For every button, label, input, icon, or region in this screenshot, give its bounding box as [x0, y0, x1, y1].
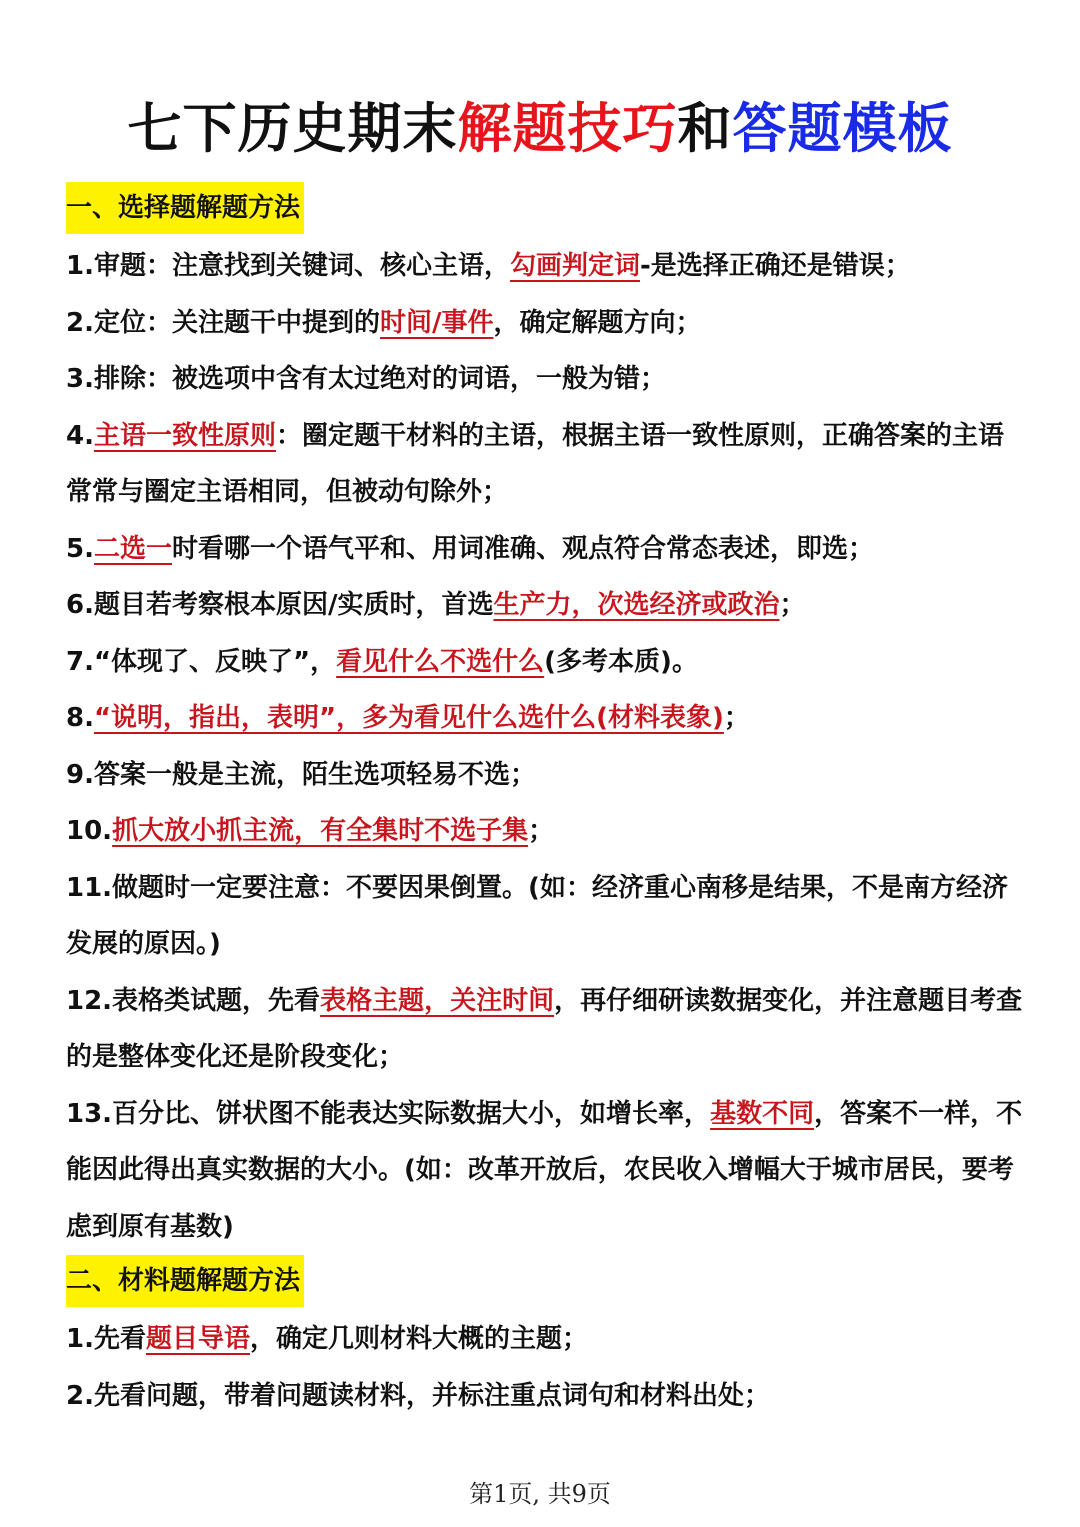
tip-item	[66, 860, 1026, 973]
tip-item	[66, 747, 1026, 804]
tip-text: 2.定位：关注题干中提到的	[66, 307, 380, 338]
tip-item	[66, 634, 1026, 691]
tip-item	[66, 973, 1026, 1086]
tip-text-tail: -是选择正确还是错误；	[639, 251, 911, 281]
tip-text: 9.答案一般是主流，陌生选项轻易不选；	[66, 759, 536, 790]
title-part-black: 七下历史期末	[127, 97, 458, 160]
section-heading-material-questions: 二、材料题解题方法	[66, 1255, 304, 1307]
tip-text: 11.做题时一定要注意：不要因果倒置。(如：经济重心南移是结果，不是南方经济发展的原因。)	[66, 872, 1008, 959]
tip-text: 4.	[66, 420, 94, 451]
tip-text: 10.	[66, 816, 113, 846]
title-part-blue: 答题模板	[732, 97, 953, 160]
tip-item	[66, 690, 1026, 747]
tip-text-tail: ：圈定题干材料的主语，根据主语一致性原则，正确答案的主语常常与圈定主语相同，但被动句除外；	[66, 420, 1004, 507]
tip-item	[66, 577, 1026, 634]
tip-highlight: 看见什么不选什么	[336, 646, 545, 677]
tip-highlight: “说明，指出，表明”，多为看见什么选什么(材料表象)	[93, 703, 724, 733]
tip-highlight: 题目导语	[145, 1324, 250, 1354]
tip-highlight: 时间/事件	[379, 307, 494, 338]
tip-text: 12.表格类试题，先看	[66, 985, 321, 1016]
tip-text: 13.百分比、饼状图不能表达实际数据大小，如增长率，	[66, 1098, 711, 1129]
tip-text: 1.先看	[66, 1324, 146, 1354]
tip-text-tail: (多考本质)。	[544, 646, 698, 677]
tip-highlight: 二选一	[93, 533, 172, 564]
tip-text-tail: ，答案不一样，不能因此得出真实数据的大小。(如：改革开放后，农民收入增幅大于城市居民，要考虑到原有基数)	[66, 1098, 1023, 1242]
tip-highlight: 表格主题，关注时间	[320, 985, 555, 1016]
tip-item	[66, 238, 1026, 295]
tip-text: 1.审题：注意找到关键词、核心主语，	[66, 251, 510, 281]
title-part-red: 解题技巧	[457, 97, 678, 160]
multiple-choice-tips-list	[66, 238, 1026, 1255]
tip-text: 8.	[66, 703, 94, 733]
tip-text: 5.	[66, 533, 94, 564]
title-part-connector: 和	[677, 97, 733, 160]
tip-item	[66, 521, 1026, 578]
tip-item	[66, 1086, 1026, 1256]
tip-text: 7.“体现了、反映了”，	[66, 646, 337, 677]
tip-text-tail: ；	[779, 590, 806, 620]
tip-highlight: 基数不同	[710, 1098, 815, 1129]
section-heading-multiple-choice: 一、选择题解题方法	[66, 182, 304, 234]
material-question-tips-list	[66, 1311, 1026, 1424]
tip-text-tail: ，确定解题方向；	[493, 307, 702, 338]
tip-text-tail: ，确定几则材料大概的主题；	[249, 1324, 588, 1354]
tip-text: 6.题目若考察根本原因/实质时，首选	[66, 590, 494, 620]
tip-text: 3.排除：被选项中含有太过绝对的词语，一般为错；	[66, 364, 666, 394]
tip-text-tail: ，再仔细研读数据变化，并注意题目考查的是整体变化还是阶段变化；	[66, 985, 1023, 1072]
tip-item	[66, 351, 1026, 408]
tip-item	[66, 295, 1026, 352]
tip-text-tail: ；	[528, 816, 555, 846]
tip-highlight: 抓大放小抓主流，有全集时不选子集	[112, 816, 529, 846]
tip-text-tail: 时看哪一个语气平和、用词准确、观点符合常态表述，即选；	[171, 533, 874, 564]
tip-text-tail: ；	[723, 703, 750, 733]
page-number-footer: 第1页, 共9页	[469, 1480, 611, 1508]
tip-highlight: 生产力，次选经济或政治	[493, 590, 780, 620]
content-body	[66, 182, 1026, 1424]
tip-item	[66, 408, 1026, 521]
tip-item	[66, 803, 1026, 860]
tip-highlight: 主语一致性原则	[93, 420, 276, 451]
page-title	[0, 86, 1080, 163]
tip-item	[66, 1368, 1026, 1425]
tip-item	[66, 1311, 1026, 1368]
tip-highlight: 勾画判定词	[509, 251, 640, 281]
tip-text: 2.先看问题，带着问题读材料，并标注重点词句和材料出处；	[66, 1380, 770, 1411]
